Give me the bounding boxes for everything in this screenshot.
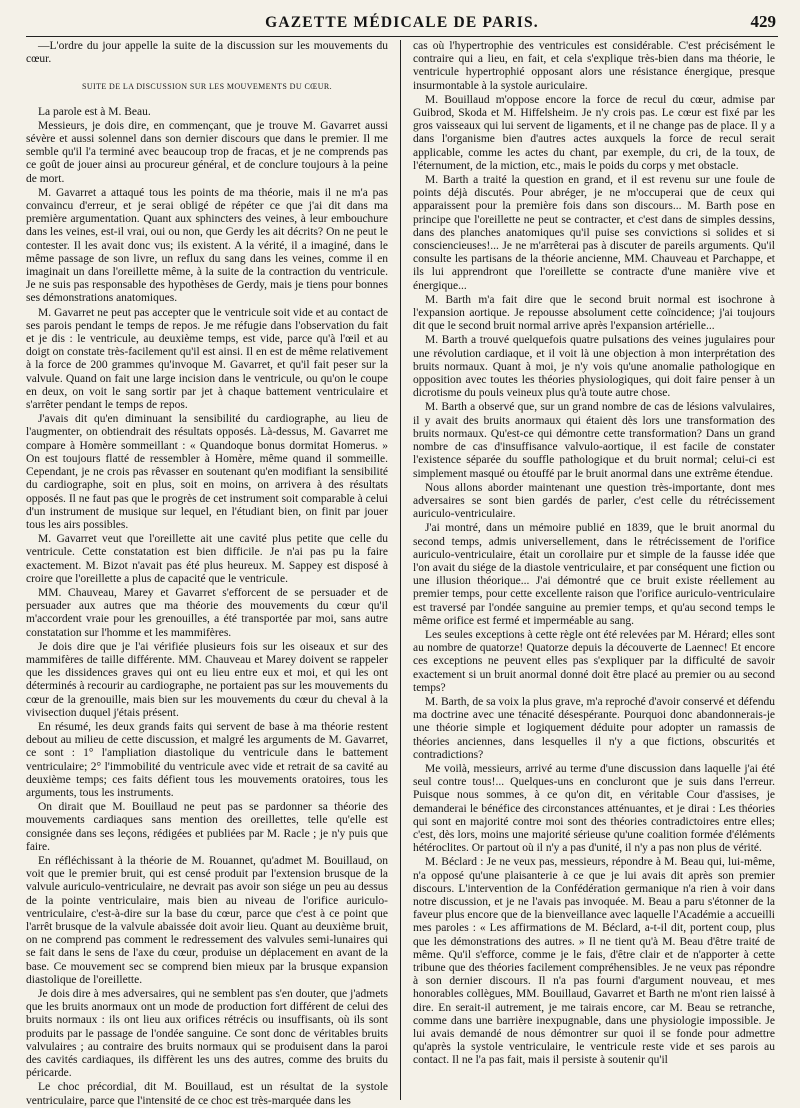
left-paragraph: En réfléchissant à la théorie de M. Rouannet, qu'admet M. Bouillaud, on voit que le premier bruit, qui est censé produit par l'extension brusque de la valvule auriculo-ventriculaire, ne devrait pas avoir son siége un peu au dessus de la pointe ventriculaire, mais bien au niveau de l'orifice auriculo-ventriculaire, c'est-à-dire sur la base du cœur, parce que c'est à ce point que l'arrêt brusque de la valvule abaissée doit avoir lieu. Quant au deuxième bruit, on ne comprend pas comment le redressement des valvules semi-lunaires qui se fait dans le sens de l'axe du cœur, produise un déplacement en avant de la base. Ce mouvement sec se comprend bien mieux par la brusque expansion diastolique de l'oreillette.: [26, 854, 388, 986]
right-paragraph: M. Bouillaud m'oppose encore la force de recul du cœur, admise par Guibrod, Skoda et M. Hiffelsheim. Je n'y crois pas. Le cœur est fixé par les gros vaisseaux qui lui servent de ligaments, et il ne change pas de place. Il y a dans l'organisme bien d'autres actes auxquels la force de recul serait applicable, comme les actes du chant, par exemple, du cri, de la toux, de l'éternument, de la miction, etc., mais le poids du corps y met obstacle.: [413, 93, 775, 172]
left-paragraph: Je dois dire que je l'ai vérifiée plusieurs fois sur les oiseaux et sur des mammifères de taille différente. MM. Chauveau et Marey doivent se rappeler que les dissidences graves qui ont eu lieu entre eux et moi, et qui les ont déterminés à recourir au cardiographe, ne portaient pas sur les mouvements du cœur de la grenouille, mais bien sur les mouvements du cœur du cheval à la vivisection duquel j'étais présent.: [26, 640, 388, 719]
left-paragraph: SUITE DE LA DISCUSSION SUR LES MOUVEMENTS DU CŒUR.: [81, 82, 333, 92]
left-paragraph: M. Gavarret veut que l'oreillette ait une cavité plus petite que celle du ventricule. Cette constatation est bien difficile. Je n'ai pas pu la faire exactement. M. Bizot n'avait pas été plus heureux. M. Sappey est disposé à croire que l'oreillette a plus de capacité que le ventricule.: [26, 533, 388, 585]
right-paragraph: M. Barth a traité la question en grand, et il est revenu sur une foule de points déjà discutés. Pour abréger, je ne m'occuperai que de ceux qui apparaissent pour la première fois dans son discours... M. Barth pose en principe que l'oreillette ne peut se contracter, et c'est dans de simples dessins, dans des planches anatomiques qu'il puise ses convictions si solides et si consciencieuses!... Je ne m'arrêterai pas à discuter de pareils arguments. Qu'il consulte les partisans de la théorie ancienne, MM. Chauveau et Parchappe, et ils lui apprendront que l'oreillette se contracte d'une manière vive et énergique...: [413, 174, 775, 292]
right-paragraph: J'ai montré, dans un mémoire publié en 1839, que le bruit anormal du second temps, admis universellement, dans le rétrécissement de l'orifice auriculo-ventriculaire, était un corollaire pur et simple de la fausse idée que l'on avait du siége de la diastole ventriculaire, et par conséquent une fiction ou une illusion théorique... J'ai démontré que ce bruit existe réellement au premier temps, pour cette excellente raison que l'orifice auriculo-ventriculaire est traversé par l'ondée sanguine au premier temps, et qu'au second temps le même orifice est fermé et imperméable au sang.: [413, 522, 775, 627]
left-paragraph: —L'ordre du jour appelle la suite de la discussion sur les mouvements du cœur.: [26, 40, 388, 66]
journal-title: GAZETTE MÉDICALE DE PARIS.: [265, 14, 539, 31]
page-header: [26, 10, 778, 37]
left-paragraph: Je dois dire à mes adversaires, qui ne semblent pas s'en douter, que j'admets que les bruits anormaux ont un mode de production fort différent de celui des bruits normaux : ils ont lieu aux orifices rétrécis ou insuffisants, où ils sont produits par le passage de l'ondée sanguine. Ce sont donc de véritables bruits valvulaires ; au contraire des bruits normaux qui se produisent dans la paroi des cavités cardiaques, ils diffèrent les uns des autres, comme des bruits du péricarde.: [26, 988, 388, 1080]
column-divider: [400, 40, 401, 1100]
left-paragraph: MM. Chauveau, Marey et Gavarret s'efforcent de se persuader et de persuader aux autres que ma théorie des mouvements du cœur qu'il m'accordent vraie pour les grenouilles, a été transportée par moi, sans autre constatation sur l'homme et les mammifères.: [26, 586, 388, 639]
right-paragraph: M. Béclard : Je ne veux pas, messieurs, répondre à M. Beau qui, lui-même, n'a opposé qu'une plaisanterie à ce que je lui avais dit après son premier discours. L'intervention de la Confédération germanique n'a rien à voir dans notre discussion, et je ne l'avais pas invoquée. M. Beau a paru s'étonner de la faveur plus encore que de la bienveillance avec laquelle l'Académie a accueilli mes paroles : « Les affirmations de M. Béclard, a-t-il dit, portent coup, plus que les démonstrations des autres. » Il ne tient qu'à M. Beau d'être traité de même. Qu'il s'efforce, comme je le fais, d'être clair et de n'apporter à cette tribune que des théories facilement compréhensibles. Je ne veux pas répondre à son dernier discours. Il n'a pas fourni d'argument nouveau, et mes honorables collègues, MM. Bouillaud, Gavarret et Barth ne m'ont rien laissé à dire. En serait-il autrement, je me tairais encore, car M. Beau se retranche, comme dans une barrière inexpugnable, dans une physiologie impossible. Je lui avais demandé de nous démontrer sur quoi il se fonde pour admettre qu'après la systole ventriculaire, le ventricule reste vide et ses parois au contact. Il ne l'a pas fait, mais il persiste à soutenir qu'il: [413, 856, 775, 1067]
left-paragraph: Le choc précordial, dit M. Bouillaud, est un résultat de la systole ventriculaire, parce que l'intensité de ce choc est très-marquée dans les: [26, 1081, 388, 1107]
left-paragraph: M. Gavarret ne peut pas accepter que le ventricule soit vide et au contact de ses parois pendant le temps de repos. Je me réfugie dans l'observation du fait et je dis : le ventricule, au deuxième temps, est vide, parce qu'à l'œil et au doigt on constate très-facilement qu'il est ainsi. Il en est de même relativement à la force de 200 grammes qu'invoque M. Gavarret, et qu'il fait peser sur la valvule. Quand on fait une large incision dans le ventricule, ou qu'on le coupe en deux, on voit le sang sortir par jet à chaque battement ventriculaire et s'arrêter pendant le temps de repos.: [26, 306, 388, 412]
right-paragraph: Me voilà, messieurs, arrivé au terme d'une discussion dans laquelle j'ai été seul contre tous!... Quelques-uns en concluront que je suis dans l'erreur. Puisque nous sommes, à ce qu'on dit, en véritable Cour d'assises, je demanderai le bénéfice des circonstances atténuantes, et je dirai : Les théories qui sont en majorité contre moi sont des théories contradictoires entre elles; c'est, dès lors, moins une majorité sérieuse qu'une coalition formée d'éléments hétéroclites. Or partout où il n'y a pas d'unité, il n'y a pas non plus de vérité.: [413, 762, 775, 855]
left-paragraph: Messieurs, je dois dire, en commençant, que je trouve M. Gavarret aussi sévère et aussi solennel dans son dernier discours que dans le premier. Il me semble qu'il l'a terminé avec beaucoup trop de fracas, et je ne comprends pas ce goût de jouer ainsi au procureur général, et de conclure toujours à la peine de mort.: [26, 119, 388, 185]
right-paragraph: Les seules exceptions à cette règle ont été relevées par M. Hérard; elles sont au nombre de quatorze! Quatorze depuis la découverte de Laennec! Et encore ces exceptions ne peuvent elles pas s'expliquer par la difficulté de savoir exactement si un bruit anormal donné doit être placé au premier ou au second temps?: [413, 628, 775, 694]
right-column: [413, 40, 775, 1100]
left-paragraph: M. Gavarret a attaqué tous les points de ma théorie, mais il ne m'a pas convaincu d'erreur, et je serai obligé de répéter ce que j'ai dit dans ma première argumentation. Quant aux sphincters des veines, à leur embouchure dans les veines, est-il vrai, oui ou non, que Gerdy les ait décrits? On ne peut le contester. Il les avait donc vus; ils existent. A la vérité, il a imaginé, dans le même passage de son livre, un reflux du sang dans les veines, comme il en imaginait un dans l'oreillette même, à la suite de la contraction du ventricule. Je ne suis pas responsable des hypothèses de Gerdy, mais je tiens pour bonnes ses démonstrations anatomiques.: [26, 186, 388, 305]
left-paragraph: En résumé, les deux grands faits qui servent de base à ma théorie restent debout au milieu de cette discussion, et malgré les arguments de M. Gavarret, ce sont : 1° l'ampliation diastolique du ventricule dans le battement ventriculaire; 2° l'immobilité du ventricule avec vide et retrait de sa cavité au deuxième temps; ces faits défient tous les mouvements oratoires, tous les arguments, tous les instruments.: [26, 720, 388, 799]
text-columns: [26, 40, 778, 1107]
right-paragraph: M. Barth a observé que, sur un grand nombre de cas de lésions valvulaires, il y avait des bruits anormaux qui étaient dès lors une transformation des bruits normaux. Qu'est-ce qui démontre cette transformation? Dans un grand nombre de cas d'insuffisance valvulo-aortique, il est facile de constater l'existence séparée du souffle pathologique et du bruit normal; celui-ci est simplement masqué ou étouffé par le bruit anormal dans une extrême étendue.: [413, 401, 775, 480]
left-column: [26, 40, 388, 1107]
page-number: 429: [750, 12, 776, 31]
right-paragraph: cas où l'hypertrophie des ventricules est considérable. C'est précisément le contraire qui a lieu, en fait, et cela s'explique très-bien dans ma théorie, le ventricule hypertrophié opposant alors une résistance énergique, presque insurmontable à la systole auriculaire.: [413, 40, 775, 92]
left-paragraph: On dirait que M. Bouillaud ne peut pas se pardonner sa théorie des mouvements cardiaques sans mention des oreillettes, telle qu'elle est consignée dans ses leçons, rédigées et publiées par M. Racle ; je n'y puis que faire.: [26, 801, 388, 853]
right-paragraph: M. Barth m'a fait dire que le second bruit normal est isochrone à l'expansion aortique. Je repousse absolument cette coïncidence; j'ai toujours dit que le second bruit normal arrive après l'expansion artérielle...: [413, 293, 775, 333]
right-paragraph: M. Barth a trouvé quelquefois quatre pulsations des veines jugulaires pour une révolution cardiaque, et il voit là une objection à mon interprétation des bruits normaux. Quant à moi, je n'y vois qu'une anomalie pathologique en opposition avec toutes les théories physiologiques, qui doit faire penser à un dicrotisme du pouls veineux plus qu'à toute autre chose.: [413, 334, 775, 400]
left-paragraph: J'avais dit qu'en diminuant la sensibilité du cardiographe, au lieu de l'augmenter, on obtiendrait des résultats opposés. Là-dessus, M. Gavarret me compare à Homère sommeillant : « Quandoque bonus dormitat Homerus. » On est toujours flatté de ressembler à Homère, même quand il sommeille. Cependant, je ne crois pas rêvasser en soutenant qu'en modifiant la sensibilité du cardiographe, soit en plus, soit en moins, on arrivera à des résultats opposés. Il ne faut pas que le progrès de cet instrument soit comparable à celui d'un instrument de musique sur lequel, en l'étudiant bien, on finit par jouer tous les airs possibles.: [26, 413, 388, 531]
right-paragraph: Nous allons aborder maintenant une question très-importante, dont mes adversaires se sont bien gardés de parler, c'est celle du rétrécissement auriculo-ventriculaire.: [413, 481, 775, 521]
left-paragraph: La parole est à M. Beau.: [38, 105, 151, 118]
right-paragraph: M. Barth, de sa voix la plus grave, m'a reproché d'avoir conservé et défendu ma doctrine avec une ténacité désespérante. Pourquoi donc abandonnerais-je une théorie simple et logiquement déduite pour adopter un ramassis de théories anciennes, dans lesquelles il n'y a que fictions, obscurités et contradictions?: [413, 695, 775, 761]
